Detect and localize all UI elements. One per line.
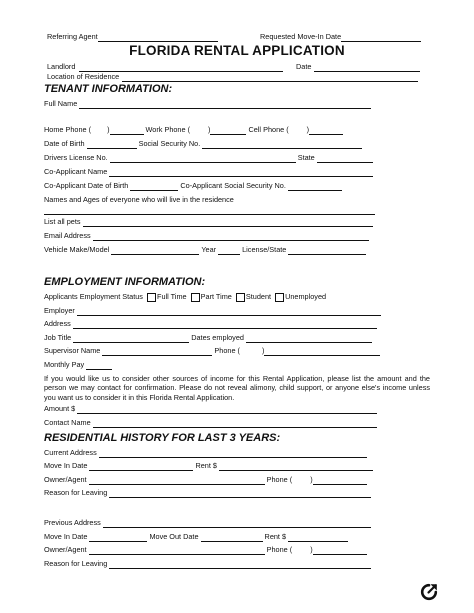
monthly-pay-label: Monthly Pay xyxy=(44,360,85,369)
move-in-date-label: Requested Move-In Date xyxy=(260,32,342,41)
rent-field[interactable] xyxy=(219,462,373,471)
landlord-field[interactable] xyxy=(79,63,283,72)
work-phone-field[interactable] xyxy=(210,126,246,135)
dob-label: Date of Birth xyxy=(44,139,85,148)
supervisor-row xyxy=(44,346,380,356)
paren: ) xyxy=(310,475,313,484)
co-ssn-field[interactable] xyxy=(288,182,342,191)
rent-label: Rent $ xyxy=(195,461,217,470)
owner-phone-label: Phone ( xyxy=(266,475,293,484)
unemployed-checkbox[interactable] xyxy=(275,293,284,302)
landlord-row xyxy=(47,62,283,72)
work-phone-label: Work Phone ( xyxy=(145,125,191,134)
pets-label: List all pets xyxy=(44,217,81,226)
full-time-label: Full Time xyxy=(157,292,187,301)
unemployed-label: Unemployed xyxy=(285,292,327,301)
plate-field[interactable] xyxy=(288,246,366,255)
pets-row xyxy=(44,217,373,227)
brand-logo-icon xyxy=(420,583,438,601)
pets-field[interactable] xyxy=(83,218,373,227)
job-title-row xyxy=(44,333,372,343)
income-note: If you would like us to consider other sources of income for this Rental Application, please list the amount and the person we may contact for confirmation. Please do not reveal alimony, child support, or anyone else's income unless you want us to consider it in this Florida Rental Application. xyxy=(44,374,430,402)
full-name-row xyxy=(44,99,371,109)
email-row xyxy=(44,231,369,241)
full-time-checkbox[interactable] xyxy=(147,293,156,302)
supervisor-phone-field[interactable] xyxy=(261,346,380,356)
previous-address-row xyxy=(44,518,371,528)
move-in-row xyxy=(44,461,373,471)
ssn-field[interactable] xyxy=(202,140,362,149)
full-name-label: Full Name xyxy=(44,99,78,108)
employment-heading: EMPLOYMENT INFORMATION: xyxy=(44,276,206,288)
prev-reason-label: Reason for Leaving xyxy=(44,559,108,568)
contact-label: Contact Name xyxy=(44,418,91,427)
student-checkbox[interactable] xyxy=(236,293,245,302)
owner-label: Owner/Agent xyxy=(44,475,87,484)
date-row xyxy=(296,62,420,72)
owner-field[interactable] xyxy=(89,476,265,485)
plate-label: License/State xyxy=(242,245,287,254)
co-applicant-field[interactable] xyxy=(109,168,373,177)
home-phone-label: Home Phone ( xyxy=(44,125,92,134)
amount-row xyxy=(44,404,377,414)
job-title-label: Job Title xyxy=(44,333,72,342)
previous-address-label: Previous Address xyxy=(44,518,101,527)
paren: ) xyxy=(306,125,310,134)
vehicle-label: Vehicle Make/Model xyxy=(44,245,110,254)
prev-owner-row xyxy=(44,545,367,555)
prev-rent-label: Rent $ xyxy=(264,532,287,541)
prev-owner-label: Owner/Agent xyxy=(44,545,87,554)
employer-label: Employer xyxy=(44,306,75,315)
part-time-checkbox[interactable] xyxy=(191,293,200,302)
license-label: Drivers License No. xyxy=(44,153,108,162)
contact-row xyxy=(44,418,377,428)
prev-dates-row xyxy=(44,532,348,542)
owner-phone-field[interactable] xyxy=(313,476,367,485)
reason-label: Reason for Leaving xyxy=(44,488,108,497)
residents-line-row xyxy=(44,205,375,215)
prev-rent-field[interactable] xyxy=(288,533,348,542)
supervisor-field[interactable] xyxy=(102,347,212,356)
co-ssn-label: Co-Applicant Social Security No. xyxy=(180,181,286,190)
home-phone-field[interactable] xyxy=(110,126,144,135)
employer-address-label: Address xyxy=(44,319,71,328)
document-title: FLORIDA RENTAL APPLICATION xyxy=(129,43,345,58)
dob-field[interactable] xyxy=(87,140,137,149)
reason-field[interactable] xyxy=(109,489,371,498)
student-label: Student xyxy=(245,292,272,301)
history-heading: RESIDENTIAL HISTORY FOR LAST 3 YEARS: xyxy=(44,432,281,444)
amount-field[interactable] xyxy=(77,405,377,414)
ssn-label: Social Security No. xyxy=(138,139,201,148)
tenant-heading: TENANT INFORMATION: xyxy=(44,83,173,95)
phones-row xyxy=(44,125,343,135)
employment-status-label: Applicants Employment Status xyxy=(44,292,143,301)
prev-owner-phone-label: Phone ( xyxy=(266,545,293,554)
email-label: Email Address xyxy=(44,231,91,240)
move-in-field[interactable] xyxy=(89,462,193,471)
co-applicant-row xyxy=(44,167,373,177)
vehicle-row xyxy=(44,245,366,255)
current-address-label: Current Address xyxy=(44,448,97,457)
supervisor-label: Supervisor Name xyxy=(44,346,101,355)
co-applicant-label: Co-Applicant Name xyxy=(44,167,108,176)
supervisor-phone-label: Phone ( xyxy=(214,346,240,355)
employer-address-row xyxy=(44,319,377,329)
location-label: Location of Residence xyxy=(47,72,120,81)
monthly-pay-field[interactable] xyxy=(86,361,112,370)
date-label: Date xyxy=(296,62,312,71)
dates-field[interactable] xyxy=(246,334,372,343)
residents-field[interactable] xyxy=(44,206,375,215)
license-row xyxy=(44,153,373,163)
residents-row xyxy=(44,195,234,205)
year-label: Year xyxy=(201,245,217,254)
employer-field[interactable] xyxy=(77,307,381,316)
prev-reason-field[interactable] xyxy=(109,560,371,569)
location-row xyxy=(47,72,418,82)
referring-agent-label: Referring Agent xyxy=(47,32,98,41)
email-field[interactable] xyxy=(93,232,369,241)
landlord-label: Landlord xyxy=(47,62,76,71)
part-time-label: Part Time xyxy=(200,292,232,301)
paren: ) xyxy=(208,125,211,134)
dates-label: Dates employed xyxy=(191,333,244,342)
prev-owner-field[interactable] xyxy=(89,546,265,555)
dob-row xyxy=(44,139,362,149)
residents-label: Names and Ages of everyone who will live in the residence xyxy=(44,195,234,204)
prev-owner-phone-field[interactable] xyxy=(313,546,367,555)
paren: ) xyxy=(310,545,313,554)
prev-move-in-label: Move In Date xyxy=(44,532,88,541)
paren: ) xyxy=(261,346,265,355)
cell-phone-label: Cell Phone ( xyxy=(248,125,289,134)
move-in-date-field[interactable] xyxy=(341,33,421,42)
employer-address-field[interactable] xyxy=(73,320,377,329)
co-dob-label: Co-Applicant Date of Birth xyxy=(44,181,129,190)
monthly-pay-row xyxy=(44,360,112,370)
reason-row xyxy=(44,488,371,498)
job-title-field[interactable] xyxy=(73,334,189,343)
contact-field[interactable] xyxy=(93,419,377,428)
year-field[interactable] xyxy=(218,246,240,255)
move-in-date-row xyxy=(260,32,421,42)
referring-agent-field[interactable] xyxy=(98,33,218,42)
employment-status-row xyxy=(44,292,326,302)
previous-address-field[interactable] xyxy=(103,519,371,528)
date-field[interactable] xyxy=(314,63,420,72)
amount-label: Amount $ xyxy=(44,404,76,413)
referring-agent-row xyxy=(47,32,218,42)
location-field[interactable] xyxy=(122,73,418,82)
co-dob-row xyxy=(44,181,342,191)
full-name-field[interactable] xyxy=(79,100,371,109)
state-label: State xyxy=(297,153,315,162)
employer-row xyxy=(44,306,381,316)
move-out-label: Move Out Date xyxy=(149,532,199,541)
current-address-row xyxy=(44,448,367,458)
license-field[interactable] xyxy=(110,154,296,163)
move-out-field[interactable] xyxy=(201,533,263,542)
vehicle-field[interactable] xyxy=(111,246,199,255)
paren: ) xyxy=(107,125,110,134)
state-field[interactable] xyxy=(317,154,373,163)
current-address-field[interactable] xyxy=(99,449,367,458)
prev-move-in-field[interactable] xyxy=(89,533,147,542)
move-in-label: Move In Date xyxy=(44,461,88,470)
owner-row xyxy=(44,475,367,485)
co-dob-field[interactable] xyxy=(130,182,178,191)
prev-reason-row xyxy=(44,559,371,569)
cell-phone-field[interactable] xyxy=(306,125,343,135)
